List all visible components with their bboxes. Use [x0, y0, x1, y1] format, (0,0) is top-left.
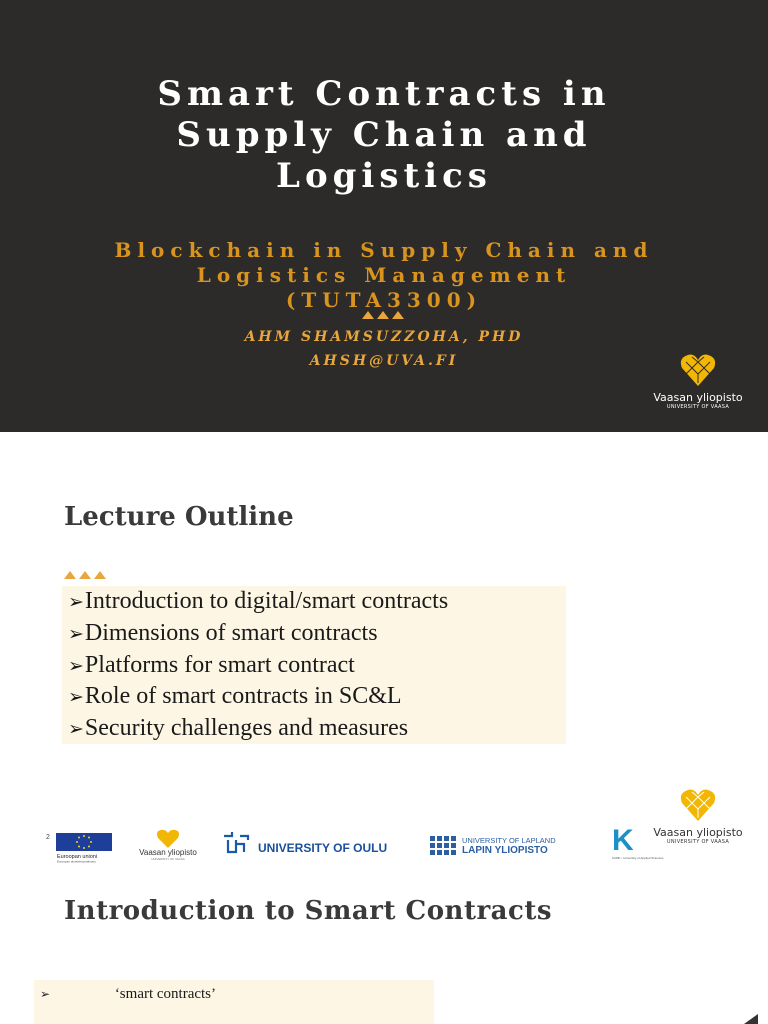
arrow-bullet-icon: ➢ — [68, 718, 84, 741]
outline-item: ➢Security challenges and measures — [68, 715, 409, 742]
svg-text:Euroopan unioni: Euroopan unioni — [57, 854, 98, 860]
svg-text:Vaasan yliopisto: Vaasan yliopisto — [139, 848, 197, 857]
triangle-ornament — [64, 571, 106, 579]
svg-text:UNIVERSITY OF OULU: UNIVERSITY OF OULU — [258, 841, 388, 855]
partner-logo-strip — [0, 824, 768, 864]
arrow-bullet-icon: ➢ — [68, 654, 84, 677]
outline-item: ➢Dimensions of smart contracts — [68, 619, 378, 646]
arrow-bullet-icon: ➢ — [68, 622, 84, 645]
outline-item: ➢Introduction to digital/smart contracts — [68, 588, 449, 614]
heart-logo-icon — [680, 788, 716, 822]
intro-slide — [0, 864, 768, 1024]
course-subtitle: Blockchain in Supply Chain and Logistics Management (TUTA3300) — [114, 238, 654, 312]
svg-text:UNIVERSITY OF LAPLAND: UNIVERSITY OF LAPLAND — [462, 836, 556, 845]
slide-title: Smart Contracts in Supply Chain and Logistics — [157, 74, 611, 196]
author-email: AHSH@UVA.FI — [309, 353, 459, 369]
outline-list — [62, 586, 566, 744]
svg-text:K: K — [612, 824, 634, 857]
arrow-bullet-icon: ➢ — [68, 591, 84, 613]
logo-tagline: UNIVERSITY OF VAASA — [666, 404, 730, 410]
outline-title: Lecture Outline — [64, 502, 294, 532]
university-of-lapland-logo — [428, 832, 604, 860]
triangle-ornament — [362, 311, 404, 319]
arrow-bullet-icon: ➢ — [68, 686, 84, 709]
svg-text:KAMK • University of Applied S: KAMK • University of Applied Sciences — [612, 856, 664, 860]
vaasa-small-logo — [122, 828, 214, 862]
outline-item: ➢Platforms for smart contract — [68, 651, 355, 678]
eu-flag-logo — [56, 833, 114, 863]
kamk-logo — [610, 822, 664, 862]
logo-tagline: UNIVERSITY OF VAASA — [666, 839, 730, 845]
logo-name: Vaasan yliopisto — [653, 391, 743, 404]
outline-item: ➢Role of smart contracts in SC&L — [68, 683, 402, 710]
page-number: 2 — [46, 834, 50, 841]
svg-text:Euroopan aluekehitysrahasto: Euroopan aluekehitysrahasto — [57, 859, 96, 864]
arrow-bullet-icon: ➢ — [40, 987, 51, 1001]
svg-text:UNIVERSITY OF VAASA: UNIVERSITY OF VAASA — [151, 857, 185, 861]
author-name: AHM SHAMSUZZOHA, PHD — [244, 329, 524, 345]
intro-bullet-box — [34, 980, 434, 1024]
university-of-oulu-logo — [222, 830, 414, 860]
logo-name: Vaasan yliopisto — [653, 826, 743, 839]
title-slide — [0, 0, 768, 432]
svg-text:LAPIN YLIOPISTO: LAPIN YLIOPISTO — [462, 845, 548, 856]
university-of-vaasa-logo — [650, 353, 746, 410]
heart-logo-icon — [680, 353, 716, 387]
outline-slide — [0, 432, 768, 864]
intro-title: Introduction to Smart Contracts — [64, 896, 552, 926]
intro-bullet-item: ➢ ‘smart contracts’ — [40, 986, 217, 1002]
corner-triangle-icon — [744, 1014, 758, 1024]
